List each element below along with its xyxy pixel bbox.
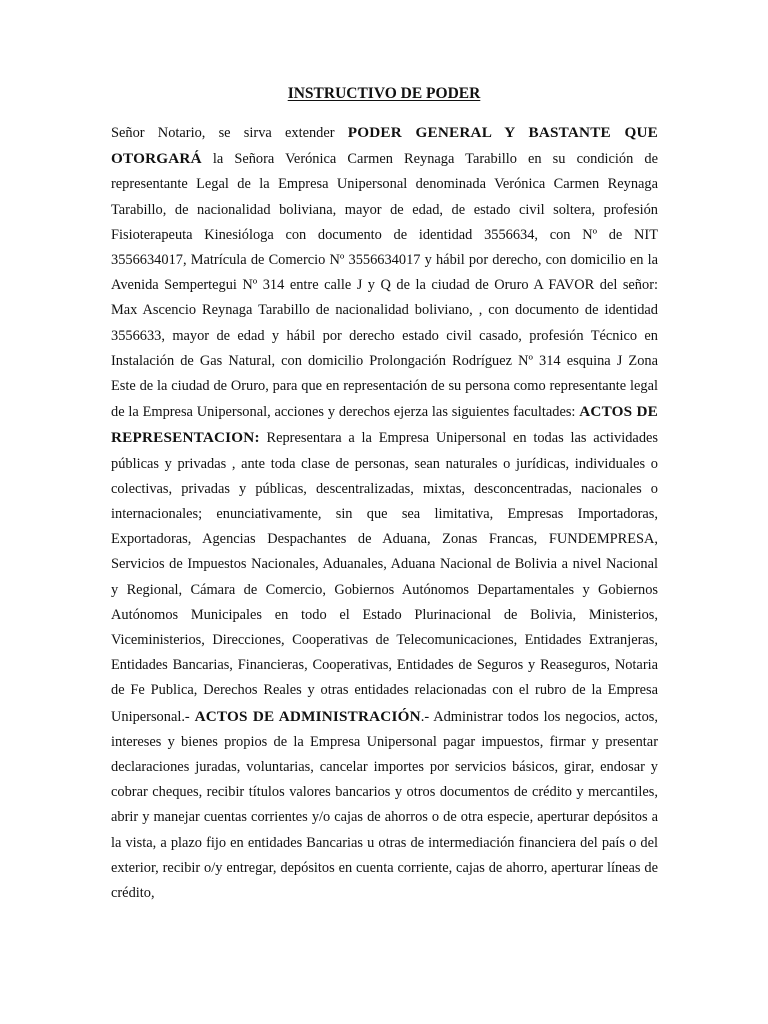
body-bold-segment: ACTOS DE REPRESENTACION: <box>111 403 658 447</box>
body-segment: Representara a la Empresa Unipersonal en todas las actividades públicas y privadas , ante toda clase de personas, sean naturales o jurídicas, individuales o colectivas, privadas y públicas, descentralizadas, mixtas, desconcentradas, nacionales o internacionales; enunciativamente, sin que sea limitativa, Empresas Importadoras, Exportadoras, Agencias Despachantes de Aduana, Zonas Francas, FUNDEMPRESA, Servicios de Impuestos Nacionales, Aduanales, Aduana Nacional de Bolivia a nivel Nacional y Regional, Cámara de Comercio, Gobiernos Autónomos Departamentales y Gobiernos Autónomos Municipales en todo el Estado Plurinacional de Bolivia, Ministerios, Viceministerios, Direcciones, Cooperativas de Telecomunicaciones, Entidades Extranjeras, Entidades Bancarias, Financieras, Cooperativas, Entidades de Seguros y Reaseguros, Notaria de Fe Publica, Derechos Reales y otras entidades relacionadas con el rubro de la Empresa Unipersonal.- <box>111 430 658 725</box>
body-bold-segment: PODER GENERAL Y BASTANTE QUE OTORGARÁ <box>111 124 658 168</box>
body-segment: la Señora Verónica Carmen Reynaga Tarabillo en su condición de representante Legal de la Empresa Unipersonal denominada Verónica Carmen Reynaga Tarabillo, de nacionalidad boliviana, mayor de edad, de estado civil soltera, profesión Fisioterapeuta Kinesióloga con documento de identidad 3556634, con Nº de NIT 3556634017, Matrícula de Comercio Nº 3556634017 y hábil por derecho, con domicilio en la Avenida Sempertegui Nº 314 entre calle J y Q de la ciudad de Oruro A FAVOR del señor: Max Ascencio Reynaga Tarabillo de nacionalidad boliviano, , con documento de identidad 3556633, mayor de edad y hábil por derecho estado civil casado, profesión Técnico en Instalación de Gas Natural, con domicilio Prolongación Rodríguez Nº 314 esquina J Zona Este de la ciudad de Oruro, para que en representación de su persona como representante legal de la Empresa Unipersonal, acciones y derechos ejerza las siguientes facultades: <box>111 151 658 421</box>
body-segment: .- Administrar todos los negocios, actos, intereses y bienes propios de la Empresa Unipersonal pagar impuestos, firmar y presentar declaraciones juradas, voluntarias, cancelar importes por servicios básicos, girar, endosar y cobrar cheques, recibir títulos valores bancarios y otros documentos de crédito y mercantiles, abrir y manejar cuentas corrientes y/o cajas de ahorros o de otra especie, aperturar depósitos a la vista, a plazo fijo en entidades Bancarias u otras de intermediación financiera del país o del exterior, recibir o/y entregar, depósitos en cuenta corriente, cajas de ahorro, aperturar líneas de crédito, <box>111 708 658 902</box>
document-title: INSTRUCTIVO DE PODER <box>287 85 481 102</box>
body-bold-segment: ACTOS DE ADMINISTRACIÓN <box>194 707 421 725</box>
body-segment: Señor Notario, se sirva extender <box>111 125 348 141</box>
document-body <box>111 120 658 906</box>
